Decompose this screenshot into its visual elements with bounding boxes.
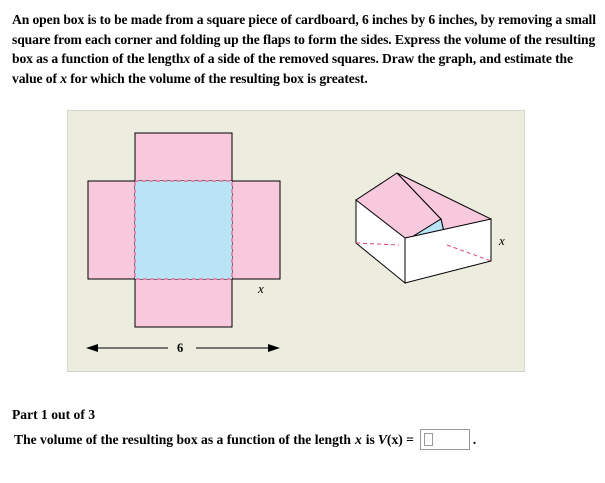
problem-text-2: of a side of the removed squares. Draw the graph, and estimate the value of <box>12 51 573 86</box>
open-box-3d <box>356 173 505 283</box>
box-x-label: x <box>499 233 505 248</box>
net-top-flap <box>135 133 232 181</box>
dimension-label: 6 <box>177 341 184 355</box>
figure-panel <box>67 110 525 372</box>
question-text: The volume of the resulting box as a function of the length <box>14 431 351 447</box>
answer-input-box[interactable] <box>420 429 470 450</box>
net-x-label: x <box>258 281 264 296</box>
question-var-x: x <box>354 431 362 447</box>
answer-line <box>14 429 476 450</box>
cardboard-net <box>88 133 280 327</box>
problem-var-x: x <box>183 51 191 66</box>
answer-period: . <box>472 431 477 447</box>
net-left-flap <box>88 181 135 279</box>
question-is: is <box>365 431 375 447</box>
problem-var-x2: x <box>60 70 67 86</box>
problem-text-1: An open box is to be made from a square piece of cardboard, 6 inches by 6 inches, by removing a small square from each corner and folding up the flaps to form the sides. Express the volume of the resulting box as a function of the length <box>12 12 596 66</box>
box-figure <box>68 111 526 373</box>
problem-statement <box>12 10 597 88</box>
dimension-arrow <box>86 341 280 355</box>
part-label: Part 1 out of 3 <box>12 407 96 422</box>
net-base <box>135 181 232 279</box>
function-arg: (x) = <box>386 431 414 447</box>
problem-text-3: for which the volume of the resulting box is greatest. <box>66 70 368 86</box>
net-bottom-flap <box>135 279 232 327</box>
input-cursor-placeholder <box>424 433 433 446</box>
answer-input[interactable] <box>435 432 467 447</box>
net-right-flap <box>232 181 280 279</box>
function-name: V <box>377 431 387 447</box>
